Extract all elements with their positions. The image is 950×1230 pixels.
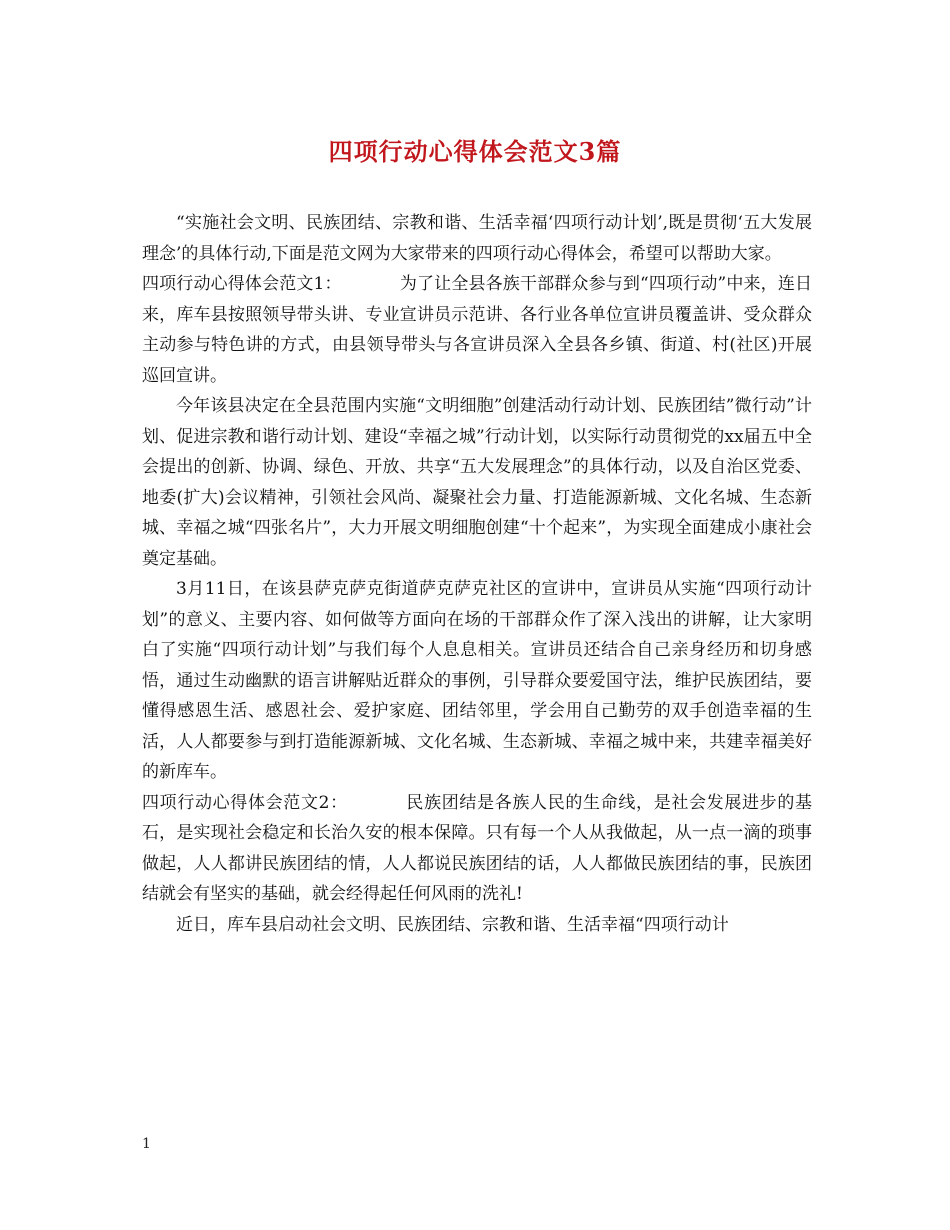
section-1-heading: 四项行动心得体会范文1： [142,274,342,294]
section-1-text: 为了让全县各族干部群众参与到“四项行动”中来，连日来，库车县按照领导带头讲、专业宣讲员示范讲、各行业各单位宣讲员覆盖讲、受众群众主动参与特色讲的方式，由县领导带头与各宣讲员深入全县各乡镇、街道、村(社区)开展巡回宣讲。 [142,274,812,386]
document-body [142,208,812,940]
section-1 [142,269,812,391]
section-2-text: 民族团结是各族人民的生命线，是社会发展进步的基石，是实现社会稳定和长治久安的根本保障。只有每一个人从我做起，从一点一滴的琐事做起，人人都讲民族团结的情，人人都说民族团结的话，人人都做民族团结的事，民族团结就会有坚实的基础，就会经得起任何风雨的洗礼! [142,792,812,904]
intro-paragraph: “实施社会文明、民族团结、宗教和谐、生活幸福‘四项行动计划’,既是贯彻‘五大发展理念’的具体行动,下面是范文网为大家带来的四项行动心得体会，希望可以帮助大家。 [142,213,812,264]
section-2 [142,788,812,910]
paragraph-3: 3月11日，在该县萨克萨克街道萨克萨克社区的宣讲中，宣讲员从实施“四项行动计划”的意义、主要内容、如何做等方面向在场的干部群众作了深入浅出的讲解，让大家明白了实施“四项行动计划”与我们每个人息息相关。宣讲员还结合自己亲身经历和切身感悟，通过生动幽默的语言讲解贴近群众的事例，引导群众要爱国守法，维护民族团结，要懂得感恩生活、感恩社会、爱护家庭、团结邻里，学会用自己勤劳的双手创造幸福的生活，人人都要参与到打造能源新城、文化名城、生态新城、幸福之城中来，共建幸福美好的新库车。 [142,579,812,782]
page-number: 1 [142,1136,151,1152]
document-title: 四项行动心得体会范文3篇 [328,137,622,166]
section-2-heading: 四项行动心得体会范文2： [142,792,348,813]
paragraph-4: 近日，库车县启动社会文明、民族团结、宗教和谐、生活幸福“四项行动计 [176,914,729,935]
paragraph-2: 今年该县决定在全县范围内实施“文明细胞”创建活动行动计划、民族团结”微行动”计划、促进宗教和谐行动计划、建设“幸福之城”行动计划，以实际行动贯彻党的xx届五中全会提出的创新、协调、绿色、开放、共享“五大发展理念”的具体行动，以及自治区党委、地委(扩大)会议精神，引领社会风尚、凝聚社会力量、打造能源新城、文化名城、生态新城、幸福之城“四张名片”，大力开展文明细胞创建“十个起来”，为实现全面建成小康社会奠定基础。 [142,396,812,569]
